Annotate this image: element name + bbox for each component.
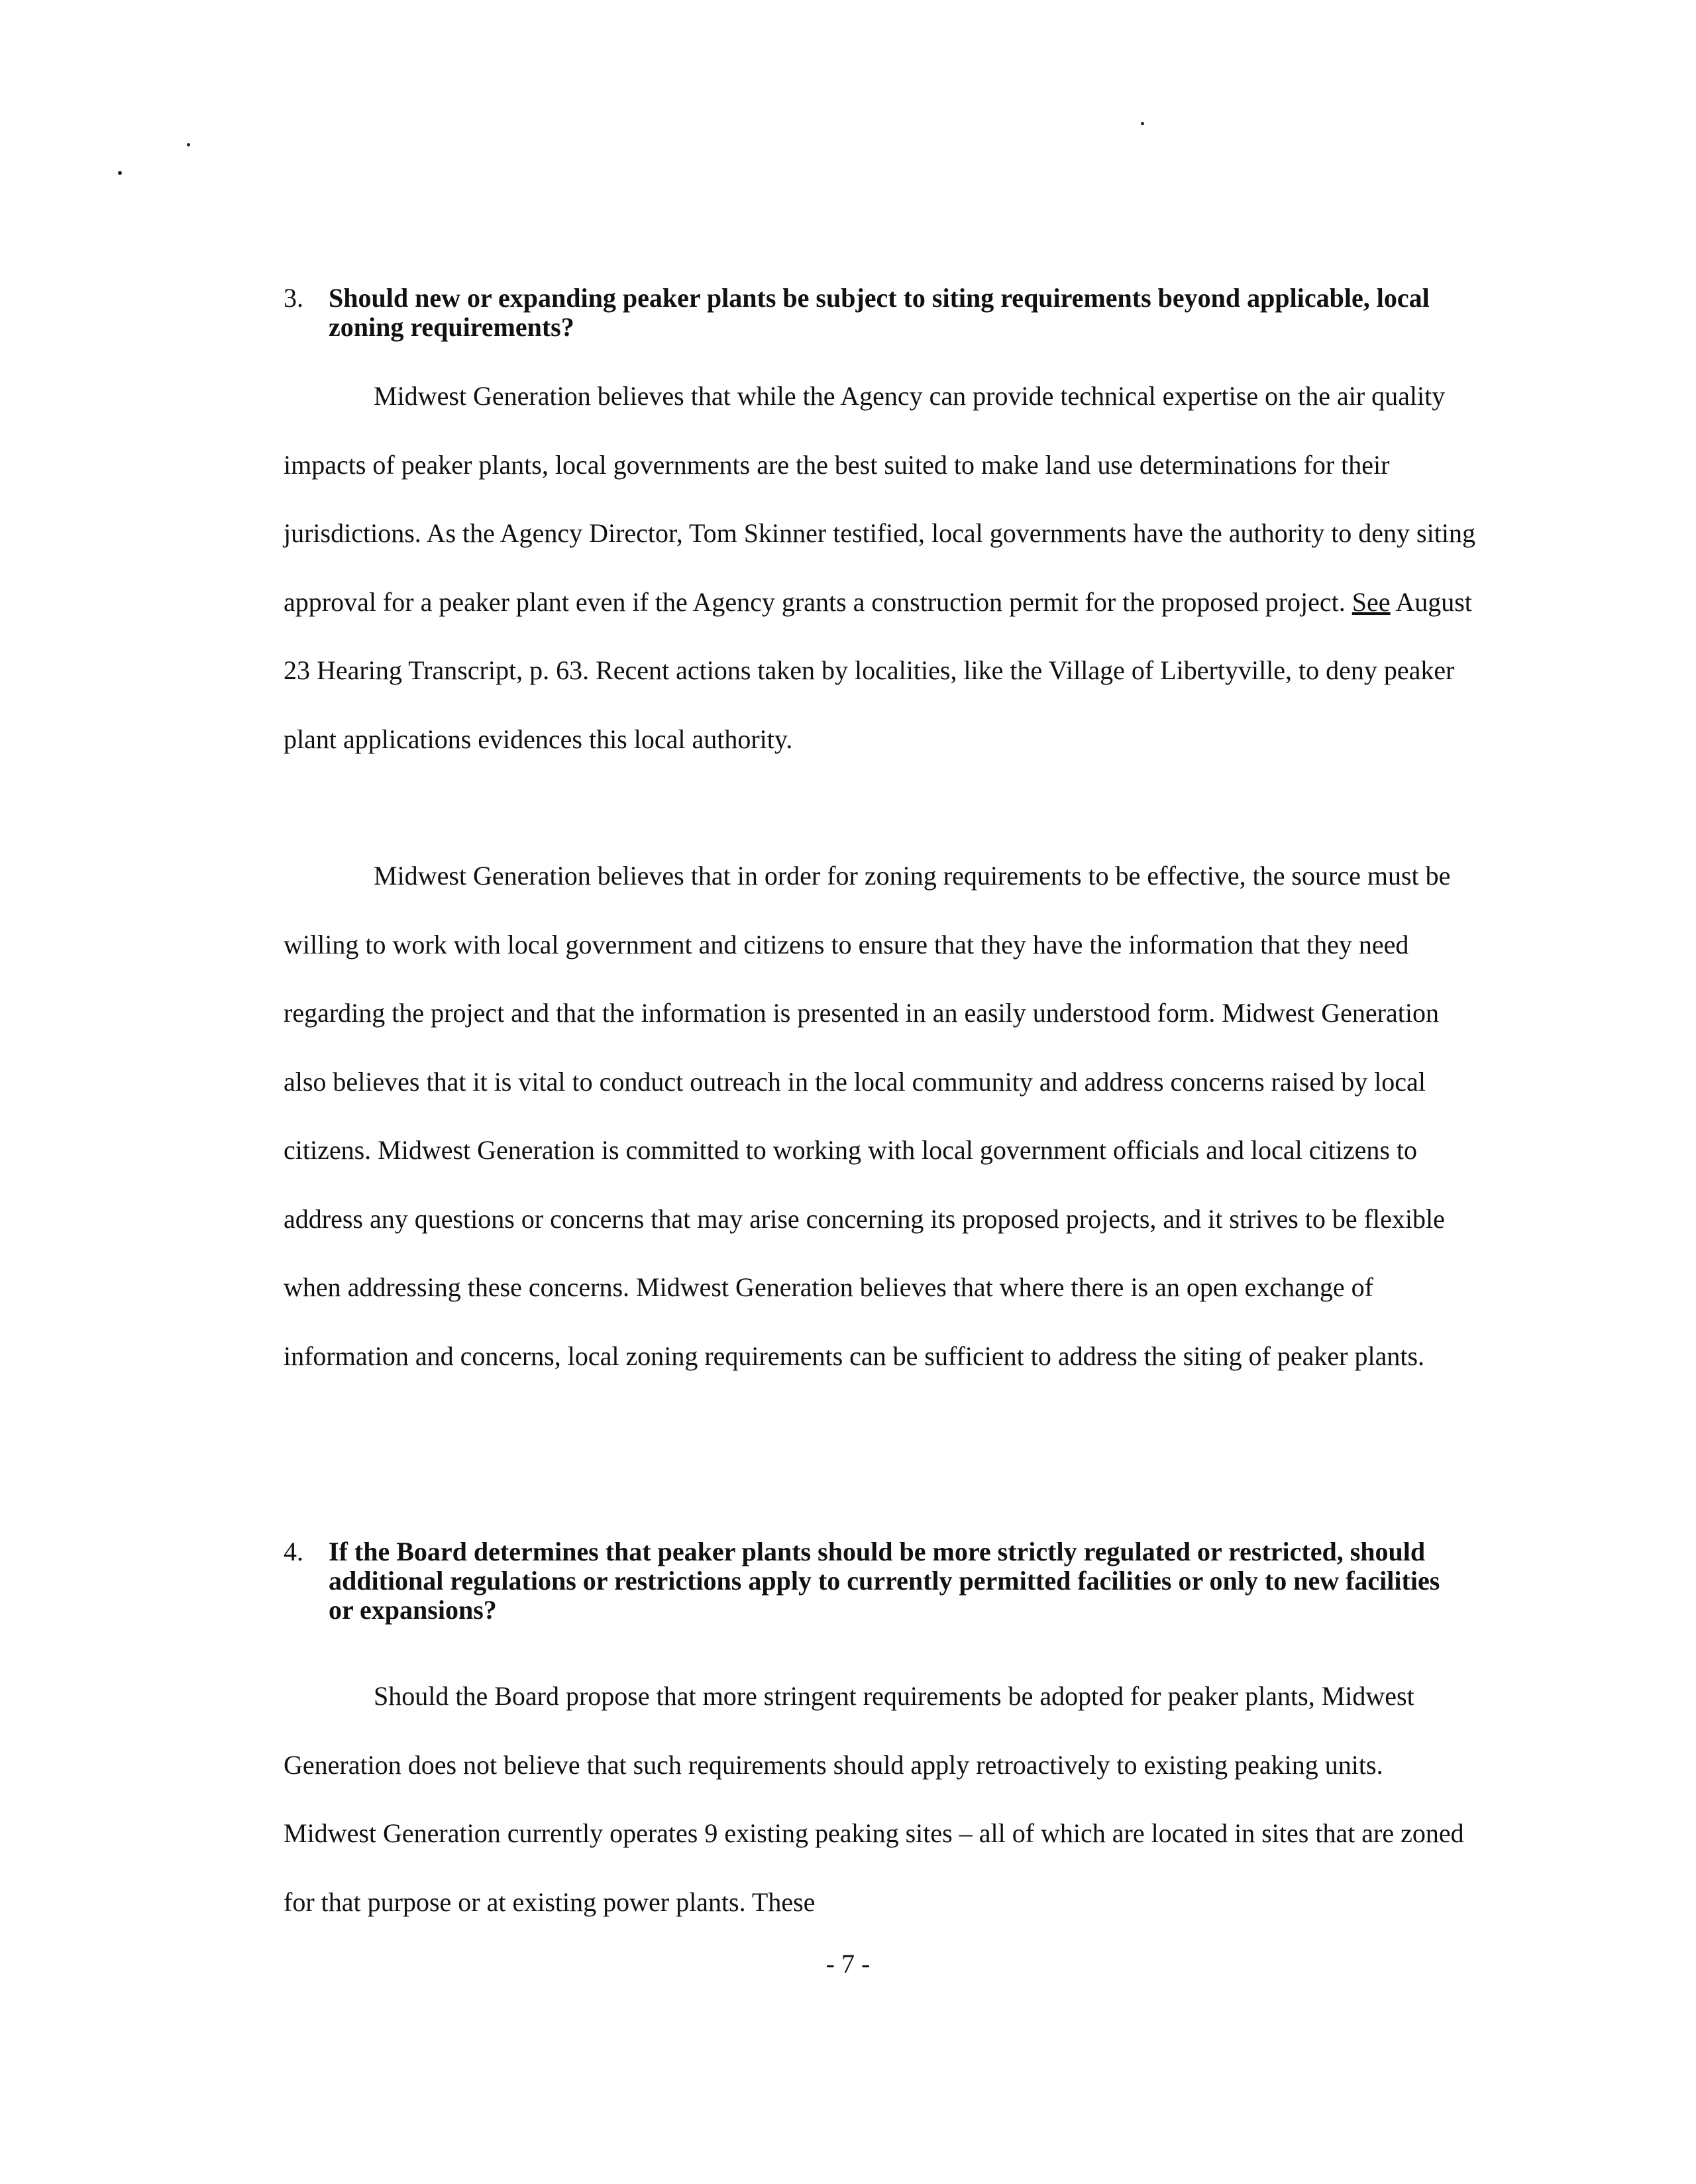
section-4-number: 4. bbox=[284, 1537, 303, 1566]
scan-speck bbox=[187, 143, 190, 146]
section-3-paragraph-1 bbox=[284, 362, 1476, 773]
section-3-heading-text: Should new or expanding peaker plants be subject to siting requirements beyond applicable, local zoning requirements? bbox=[329, 283, 1430, 342]
scan-speck bbox=[118, 171, 122, 175]
citation-signal: See bbox=[1352, 586, 1391, 617]
paragraph-text: August 23 Hearing Transcript, p. 63. Recent actions taken by localities, like the Village of Libertyville, to deny peaker plant applications evidences this local authority. bbox=[284, 586, 1472, 754]
section-4-heading-text: If the Board determines that peaker plants should be more strictly regulated or restricted, should additional regulations or restrictions apply to currently permitted facilities or only to new facilities or expansions? bbox=[329, 1537, 1440, 1625]
section-3-paragraph-2: Midwest Generation believes that in order for zoning requirements to be effective, the source must be willing to work with local government and citizens to ensure that they have the information that they need regarding the project and that the information is presented in an easily understood form. Midwest Generation also believes that it is vital to conduct outreach in the local community and address concerns raised by local citizens. Midwest Generation is committed to working with local government officials and local citizens to address any questions or concerns that may arise concerning its proposed projects, and it strives to be flexible when addressing these concerns. Midwest Generation believes that where there is an open exchange of information and concerns, local zoning requirements can be sufficient to address the siting of peaker plants. bbox=[284, 861, 1451, 1371]
paragraph-text: Midwest Generation believes that while the Agency can provide technical expertise on the air quality impacts of peaker plants, local governments are the best suited to make land use determinations for their jurisdictions. As the Agency Director, Tom Skinner testified, local governments have the authority to deny siting approval for a peaker plant even if the Agency grants a construction permit for the proposed project. bbox=[284, 381, 1475, 617]
scan-speck bbox=[1141, 122, 1144, 125]
section-3-number: 3. bbox=[284, 283, 303, 313]
page-number: - 7 - bbox=[825, 1949, 871, 1979]
section-4-paragraph-1: Should the Board propose that more stringent requirements be adopted for peaker plants, Midwest Generation does not believe that such requirements should apply retroactively to existing peaking units. Midwest Generation currently operates 9 existing peaking sites – all of which are located in sites that are zoned for that purpose or at existing power plants. These bbox=[284, 1681, 1464, 1917]
